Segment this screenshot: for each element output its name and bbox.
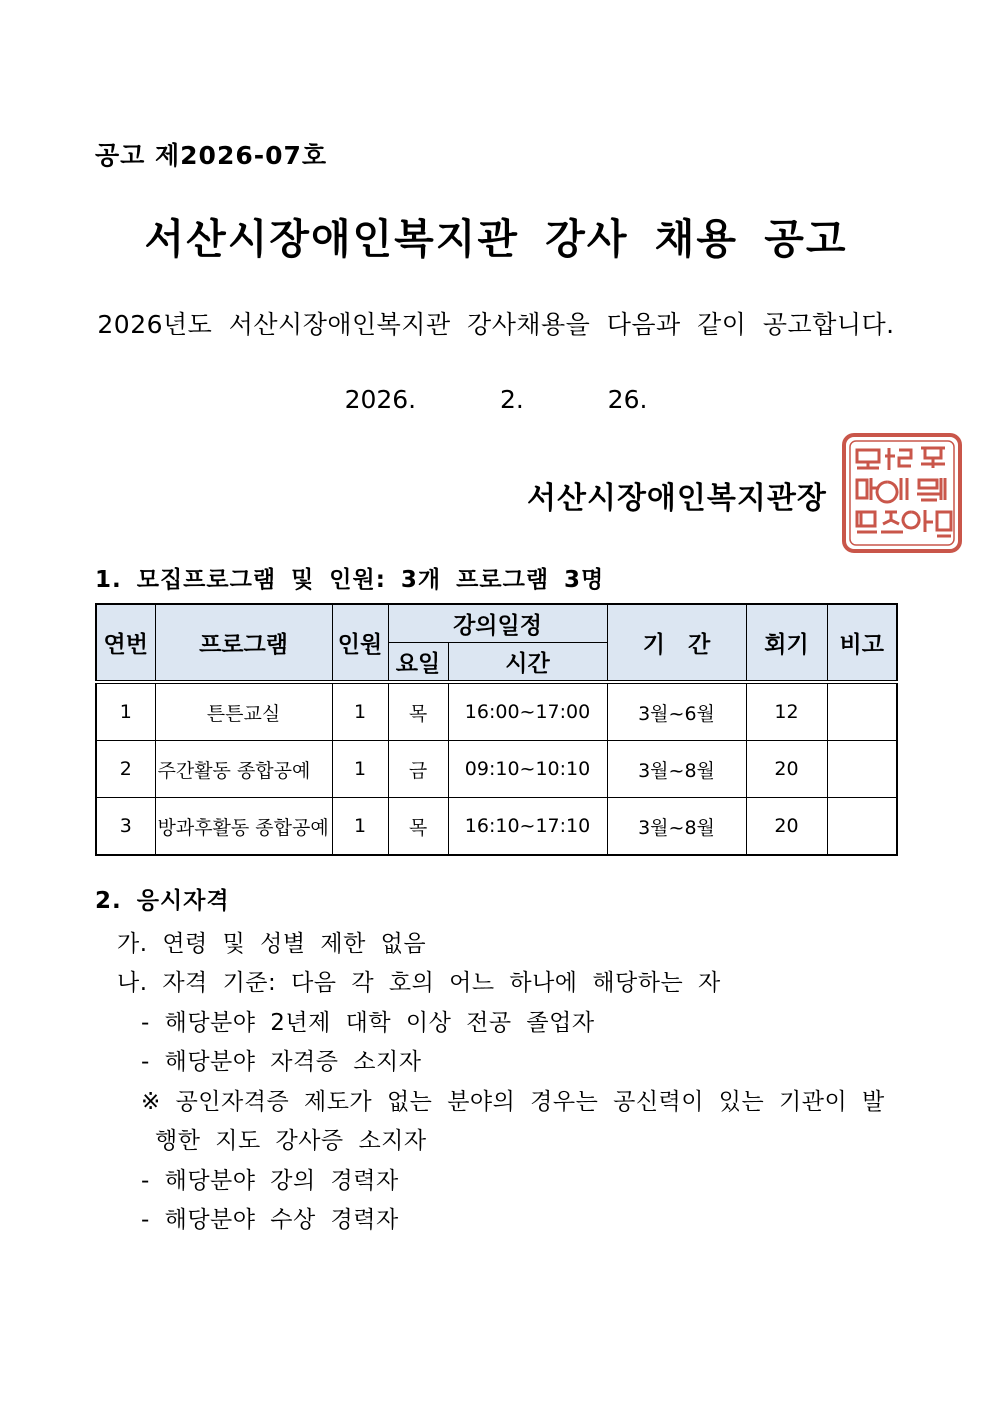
qualification-item: 행한 지도 강사증 소지자 — [155, 1128, 427, 1154]
col-header-time: 시간 — [448, 643, 607, 683]
official-seal-icon — [841, 432, 963, 554]
cell-sessions: 12 — [746, 682, 827, 741]
section-2-heading: 2. 응시자격 — [95, 888, 230, 914]
qualification-item: ※ 공인자격증 제도가 없는 분야의 경우는 공신력이 있는 기관이 발 — [141, 1089, 885, 1115]
qualification-item: 가. 연령 및 성별 제한 없음 — [117, 931, 427, 957]
cell-day: 금 — [388, 741, 448, 798]
cell-note — [827, 798, 897, 856]
cell-program: 방과후활동 종합공예 — [155, 798, 332, 856]
cell-program: 주간활동 종합공예 — [155, 741, 332, 798]
col-header-people: 인원 — [332, 604, 388, 682]
table-row — [96, 798, 897, 856]
cell-day: 목 — [388, 682, 448, 741]
cell-people: 1 — [332, 682, 388, 741]
cell-note — [827, 682, 897, 741]
qualification-item: - 해당분야 자격증 소지자 — [141, 1049, 422, 1075]
cell-time: 09:10~10:10 — [448, 741, 607, 798]
col-header-period: 기 간 — [607, 604, 746, 682]
cell-period: 3월~8월 — [607, 741, 746, 798]
col-header-sessions: 회기 — [746, 604, 827, 682]
page-title: 서산시장애인복지관 강사 채용 공고 — [144, 215, 848, 263]
cell-no: 1 — [96, 682, 155, 741]
issuer-name: 서산시장애인복지관장 — [527, 481, 827, 516]
cell-period: 3월~6월 — [607, 682, 746, 741]
section-1-heading: 1. 모집프로그램 및 인원: 3개 프로그램 3명 — [95, 567, 605, 593]
col-header-program: 프로그램 — [155, 604, 332, 682]
cell-people: 1 — [332, 798, 388, 856]
cell-note — [827, 741, 897, 798]
cell-day: 목 — [388, 798, 448, 856]
qualification-item: - 해당분야 2년제 대학 이상 전공 졸업자 — [141, 1010, 595, 1036]
col-header-no: 연번 — [96, 604, 155, 682]
qualification-item: 나. 자격 기준: 다음 각 호의 어느 하나에 해당하는 자 — [117, 970, 721, 996]
program-table — [95, 603, 898, 856]
cell-time: 16:00~17:00 — [448, 682, 607, 741]
cell-no: 2 — [96, 741, 155, 798]
cell-sessions: 20 — [746, 798, 827, 856]
col-header-note: 비고 — [827, 604, 897, 682]
cell-people: 1 — [332, 741, 388, 798]
cell-period: 3월~8월 — [607, 798, 746, 856]
qualification-item: - 해당분야 수상 경력자 — [141, 1207, 399, 1233]
cell-no: 3 — [96, 798, 155, 856]
notice-date: 2026. 2. 26. — [344, 385, 648, 414]
notice-number: 공고 제2026-07호 — [95, 141, 328, 170]
col-header-day: 요일 — [388, 643, 448, 683]
qualification-item: - 해당분야 강의 경력자 — [141, 1168, 399, 1194]
intro-text: 2026년도 서산시장애인복지관 강사채용을 다음과 같이 공고합니다. — [97, 310, 895, 339]
cell-time: 16:10~17:10 — [448, 798, 607, 856]
table-row — [96, 741, 897, 798]
cell-sessions: 20 — [746, 741, 827, 798]
table-row — [96, 682, 897, 741]
col-header-schedule: 강의일정 — [388, 604, 607, 643]
cell-program: 튼튼교실 — [155, 682, 332, 741]
